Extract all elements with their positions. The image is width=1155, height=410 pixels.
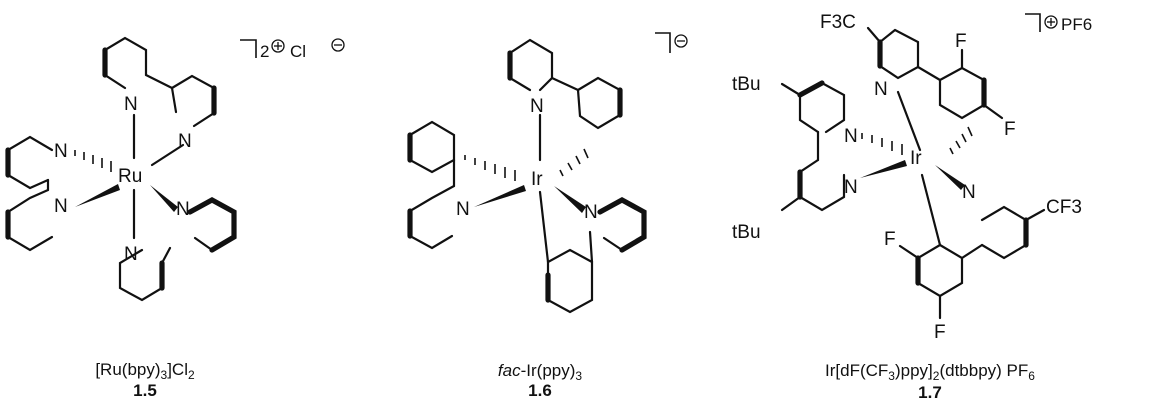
ir-df-n-left-lower: N: [844, 177, 858, 198]
tbu-bottom-label: tBu: [732, 222, 761, 243]
compound-ir-ppy3: [410, 33, 687, 400]
ir-ppy-n-left: N: [456, 199, 470, 220]
ru-n-top-right: N: [178, 131, 192, 152]
ir-df-positive-charge-icon: [1045, 16, 1057, 28]
ir-df-compound-number: 1.7: [918, 383, 942, 402]
ru-n-left-lower: N: [54, 196, 68, 217]
tbu-top-label: tBu: [732, 74, 761, 95]
ir-ppy3-skeleton: [410, 40, 644, 312]
fluorine-top: F: [955, 31, 967, 52]
ir-ppy-n-top: N: [530, 96, 544, 117]
ir-df-skeleton: [782, 28, 1044, 318]
ir-ppy-negative-charge-icon: [675, 35, 687, 47]
ru-charge-bracket: [240, 40, 256, 58]
ru-n-top-left: N: [124, 94, 138, 115]
fluorine-bottom: F: [934, 322, 946, 343]
ir-df-caption: $Ir[dF(CF_3)ppy]_2(dtbbpy)$ $PF_6$: [825, 361, 1035, 383]
ir-ppy-caption: fac-$Ir(ppy)_3$: [497, 361, 583, 383]
ru-n-left-upper: N: [54, 141, 68, 162]
ru-charge-number: 2: [260, 42, 270, 61]
ru-n-right: N: [176, 199, 190, 220]
compound-ir-dfcf3ppy-dtbbpy: [732, 12, 1092, 402]
ru-negative-charge-icon: [332, 39, 344, 51]
cf3-top-label: F3C: [820, 12, 856, 33]
ru-caption: $[Ru(bpy)_3]Cl_2$: [95, 360, 195, 382]
ru-compound-number: 1.5: [133, 381, 157, 400]
ir-df-n-right: N: [962, 182, 976, 203]
ir-ppy-n-right: N: [584, 202, 598, 223]
cf3-right-label: CF3: [1046, 197, 1082, 218]
fluorine-right: F: [1004, 119, 1016, 140]
ru-metal-label: Ru: [118, 166, 143, 187]
ir-df-metal-label: Ir: [910, 148, 922, 169]
ru-counterion: Cl: [290, 42, 307, 61]
ru-positive-charge-icon: [272, 40, 284, 52]
ru-n-bottom: N: [124, 244, 138, 265]
ir-df-n-top: N: [874, 79, 888, 100]
ir-ppy-metal-label: Ir: [531, 169, 543, 190]
ir-ppy-charge-bracket: [655, 33, 670, 53]
ir-df-charge-bracket: [1025, 14, 1040, 32]
ir-ppy-compound-number: 1.6: [528, 381, 552, 400]
ir-df-n-left-upper: N: [844, 126, 858, 147]
ir-df-counterion: PF6: [1061, 15, 1093, 34]
fluorine-bottom-left: F: [884, 229, 896, 250]
compound-ru-bpy3: [8, 38, 344, 400]
